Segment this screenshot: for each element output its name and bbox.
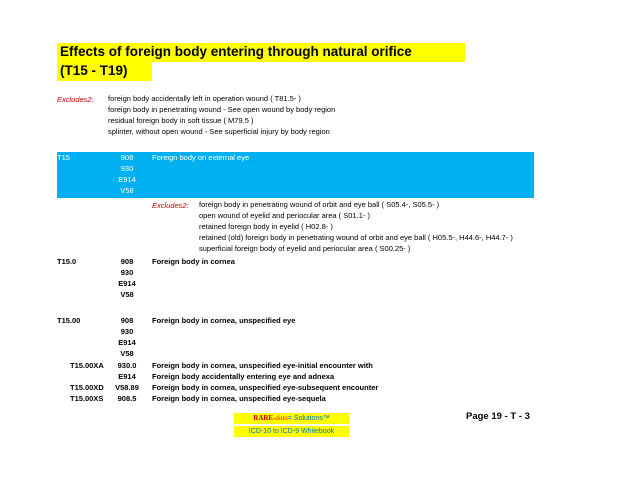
icd9-code: E914: [118, 338, 136, 347]
brand-rest: = Solutions™: [287, 415, 330, 422]
icd9-code: E914: [118, 175, 136, 184]
excludes2-label: Excludes2:: [152, 201, 189, 210]
excludes2-item: superficial foreign body of eyelid and periocular area ( S00.25- ): [199, 244, 411, 253]
description-encounter: Foreign body in cornea, unspecified eye-sequela: [152, 394, 326, 403]
excludes2-item: foreign body in penetrating wound - See open wound by body region: [108, 105, 336, 114]
excludes2-item: splinter, without open wound - See superficial injury by body region: [108, 127, 330, 136]
excludes2-item: retained foreign body in eyelid ( H02.8- ): [199, 222, 333, 231]
icd9-code: 930: [120, 327, 134, 336]
icd9-code: V58: [120, 186, 134, 195]
icd9-code: E914: [118, 279, 136, 288]
page-subtitle-range: (T15 - T19): [57, 62, 152, 81]
icd9-code: V58: [120, 349, 134, 358]
excludes2-item: foreign body in penetrating wound of orbit and eye ball ( S05.4-, S05.5- ): [199, 200, 440, 209]
page-title: Effects of foreign body entering through natural orifice: [57, 43, 465, 62]
icd9-code: V58.89: [115, 383, 139, 392]
brand-data: data: [275, 414, 288, 422]
icd9-code: E914: [118, 372, 136, 381]
code-encounter: T15.00XS: [70, 394, 104, 403]
icd9-code: 930.0: [117, 361, 137, 370]
brand-subtitle: ICD-10 to ICD-9 Whitebook: [234, 426, 349, 437]
brand-rare: RARE-: [253, 414, 276, 422]
icd9-code: 930: [120, 268, 134, 277]
code-encounter: T15.00XA: [70, 361, 104, 370]
description-t15-00: Foreign body in cornea, unspecified eye: [152, 316, 296, 325]
excludes2-item: retained (old) foreign body in penetrating wound of orbit and eye ball ( H05.5-, H44.6-, H44.7- ): [199, 233, 513, 242]
excludes2-item: foreign body accidentally left in operation wound ( T81.5- ): [108, 94, 301, 103]
description-encounter: Foreign body in cornea, unspecified eye-subsequent encounter: [152, 383, 379, 392]
excludes2-item: residual foreign body in soft tissue ( M79.5 ): [108, 116, 254, 125]
icd9-code: 908.5: [117, 394, 137, 403]
code-encounter: T15.00XD: [70, 383, 104, 392]
description-t15: Foreign body on external eye: [152, 153, 250, 162]
description-encounter: Foreign body accidentally entering eye and adnexa: [152, 372, 335, 381]
icd9-code: 908: [120, 316, 134, 325]
code-t15-00: T15.00: [57, 316, 81, 325]
description-t15-0: Foreign body in cornea: [152, 257, 235, 266]
icd9-code: 930: [120, 164, 134, 173]
icd9-code: 908: [120, 257, 134, 266]
excludes2-item: open wound of eyelid and periocular area ( S01.1- ): [199, 211, 370, 220]
brand-logo: [234, 413, 349, 424]
description-encounter: Foreign body in cornea, unspecified eye-initial encounter with: [152, 361, 373, 370]
icd9-code: V58: [120, 290, 134, 299]
code-t15: T15: [57, 153, 70, 162]
code-t15-0: T15.0: [57, 257, 77, 266]
icd9-code: 908: [120, 153, 134, 162]
excludes2-label: Excludes2:: [57, 95, 94, 104]
page-number: Page 19 - T - 3: [466, 411, 530, 422]
